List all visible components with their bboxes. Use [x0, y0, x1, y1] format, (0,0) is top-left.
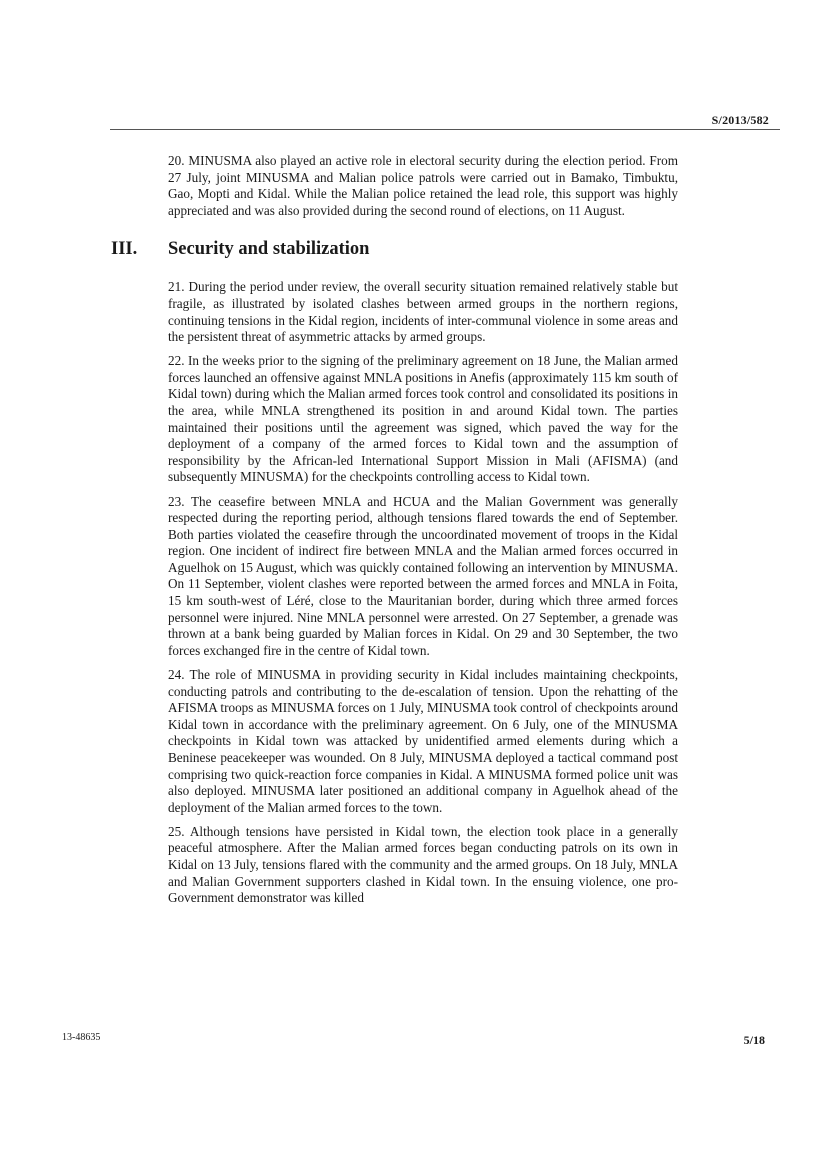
paragraph-24: 24. The role of MINUSMA in providing security in Kidal includes maintaining checkpoints, conducting patrols and contributing to the de-escalation of tension. Upon the rehatting of the AFISMA troops as MINUSMA forces on 1 July, MINUSMA took control of checkpoints around Kidal town in accordance with the preliminary agreement. On 6 July, one of the MINUSMA checkpoints in Kidal town was attacked by unidentified armed elements during which a Beninese peacekeeper was wounded. On 8 July, MINUSMA deployed a tactical command post comprising two quick-reaction force companies in Kidal. A MINUSMA formed police unit was also deployed. MINUSMA later positioned an additional company in Aguelhok ahead of the deployment of the Malian armed forces to the town. [168, 666, 678, 815]
paragraph-25: 25. Although tensions have persisted in Kidal town, the election took place in a generally peaceful atmosphere. After the Malian armed forces began conducting patrols on its own in Kidal on 13 July, tensions flared with the community and the armed groups. On 18 July, MNLA and Malian Government supporters clashed in Kidal town. In the ensuing violence, one pro-Government demonstrator was killed [168, 823, 678, 906]
document-symbol: S/2013/582 [711, 113, 769, 127]
paragraph-21: 21. During the period under review, the overall security situation remained relatively stable but fragile, as illustrated by isolated clashes between armed groups in the northern regions, continuing tensions in the Kidal region, incidents of inter-communal violence in some areas and the persistent threat of asymmetric attacks by armed groups. [168, 279, 678, 345]
paragraph-23: 23. The ceasefire between MNLA and HCUA and the Malian Government was generally respected during the reporting period, although tensions flared towards the end of September. Both parties violated the ceasefire through the uncoordinated movement of troops in the Kidal region. One incident of indirect fire between MNLA and the Malian armed forces occurred in Aguelhok on 15 August, which was quickly contained following an intervention by MINUSMA. On 11 September, violent clashes were reported between the armed forces and MNLA in Foita, 15 km south-west of Léré, close to the Mauritanian border, during which three armed forces personnel were injured. Nine MNLA personnel were arrested. On 27 September, a grenade was thrown at a bank being guarded by Malian forces in Kidal. On 29 and 30 September, the two forces exchanged fire in the centre of Kidal town. [168, 493, 678, 658]
section-number: III. [111, 239, 138, 260]
section-heading [111, 239, 678, 263]
job-number: 13-48635 [62, 1032, 101, 1043]
header-rule [110, 129, 780, 130]
paragraph-22: 22. In the weeks prior to the signing of the preliminary agreement on 18 June, the Malian armed forces launched an offensive against MNLA positions in Anefis (approximately 115 km south of Kidal town) during which the Malian armed forces took control and consolidated its positions in the area, while MNLA strengthened its position in and around Kidal town. The parties maintained their positions until the agreement was signed, which paved the way for the deployment of a company of the armed forces to Kidal town and the assumption of responsibility by the African-led International Support Mission in Mali (AFISMA) (and subsequently MINUSMA) for the checkpoints controlling access to Kidal town. [168, 353, 678, 485]
paragraph-20: 20. MINUSMA also played an active role in electoral security during the election period. From 27 July, joint MINUSMA and Malian police patrols were carried out in Bamako, Timbuktu, Gao, Mopti and Kidal. While the Malian police retained the lead role, this support was highly appreciated and was also provided during the second round of elections, on 11 August. [168, 153, 678, 218]
section-title: Security and stabilization [168, 239, 370, 260]
page-number: 5/18 [743, 1033, 765, 1047]
document-body [111, 153, 678, 914]
